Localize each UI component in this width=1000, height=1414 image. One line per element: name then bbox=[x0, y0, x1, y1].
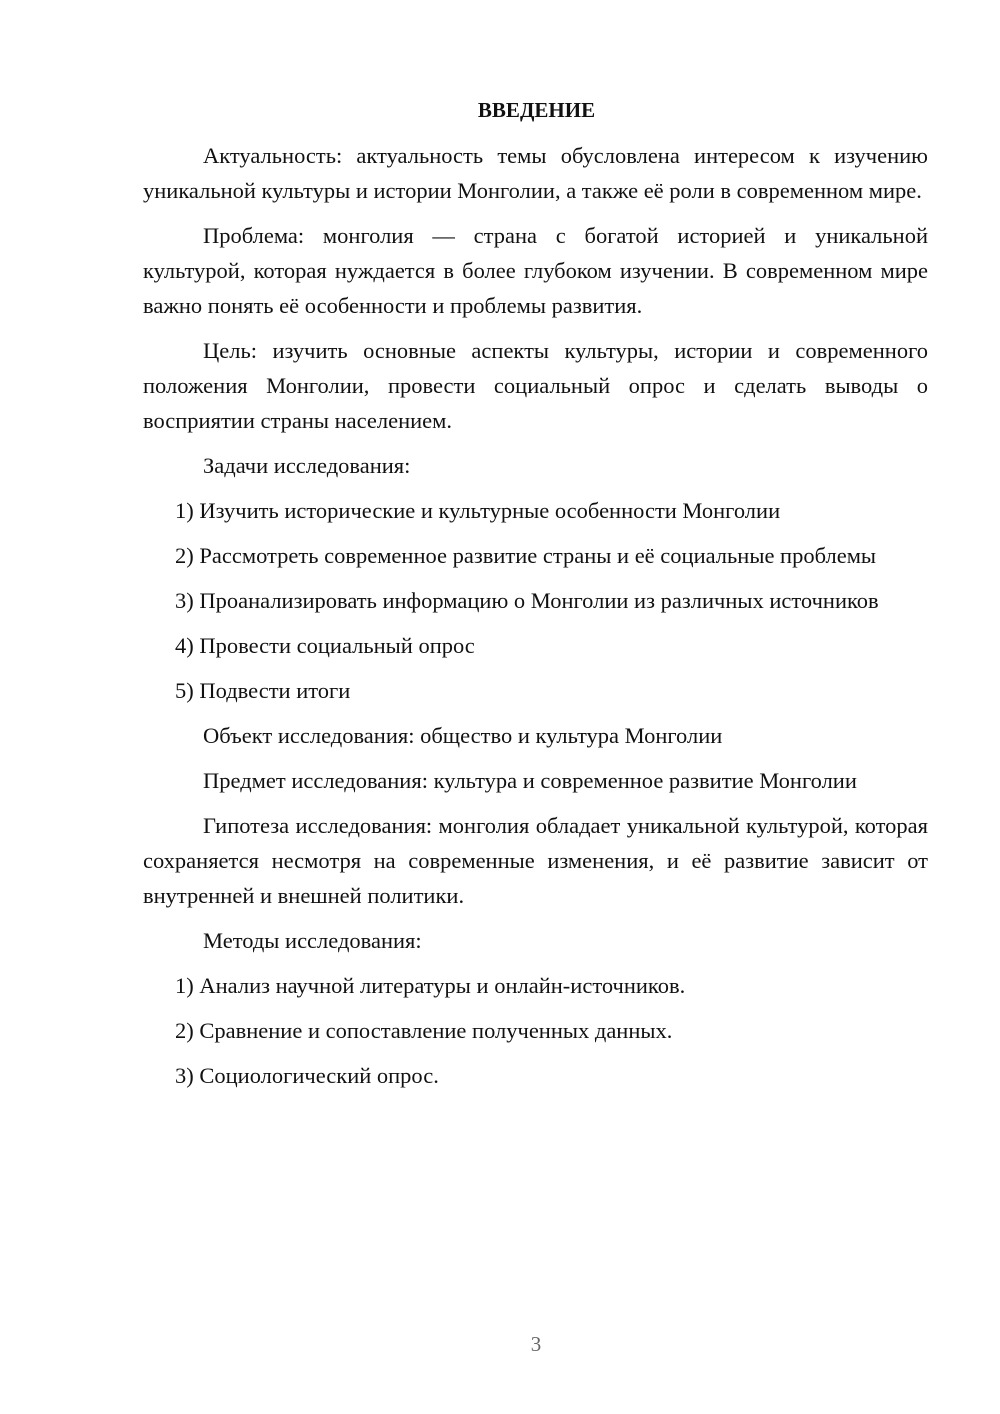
task-item: 2) Рассмотреть современное развитие страны и её социальные проблемы bbox=[175, 543, 877, 568]
task-item: 4) Провести социальный опрос bbox=[175, 633, 475, 658]
problem-paragraph: Проблема: монголия — страна с богатой историей и уникальной культурой, которая нуждается в более глубоком изучении. В современном мире важно понять её особенности и проблемы развития. bbox=[143, 223, 928, 318]
hypothesis-paragraph: Гипотеза исследования: монголия обладает уникальной культурой, которая сохраняется несмотря на современные изменения, и её развитие зависит от внутренней и внешней политики. bbox=[143, 813, 928, 908]
goal-paragraph: Цель: изучить основные аспекты культуры, истории и современного положения Монголии, провести социальный опрос и сделать выводы о восприятии страны населением. bbox=[143, 338, 928, 433]
document-page bbox=[143, 93, 928, 1103]
task-item: 1) Изучить исторические и культурные особенности Монголии bbox=[175, 498, 781, 523]
tasks-heading: Задачи исследования: bbox=[203, 453, 411, 478]
method-item: 1) Анализ научной литературы и онлайн-источников. bbox=[175, 973, 686, 998]
method-item: 3) Социологический опрос. bbox=[175, 1063, 439, 1088]
task-item: 5) Подвести итоги bbox=[175, 678, 351, 703]
method-item: 2) Сравнение и сопоставление полученных данных. bbox=[175, 1018, 673, 1043]
task-item: 3) Проанализировать информацию о Монголии из различных источников bbox=[175, 588, 879, 613]
section-heading: ВВЕДЕНИЕ bbox=[477, 98, 596, 122]
object-paragraph: Объект исследования: общество и культура Монголии bbox=[203, 723, 723, 748]
relevance-paragraph: Актуальность: актуальность темы обусловлена интересом к изучению уникальной культуры и истории Монголии, а также её роли в современном мире. bbox=[143, 143, 928, 203]
subject-paragraph: Предмет исследования: культура и современное развитие Монголии bbox=[203, 768, 857, 793]
methods-heading: Методы исследования: bbox=[203, 928, 422, 953]
page-number: 3 bbox=[530, 1332, 542, 1356]
